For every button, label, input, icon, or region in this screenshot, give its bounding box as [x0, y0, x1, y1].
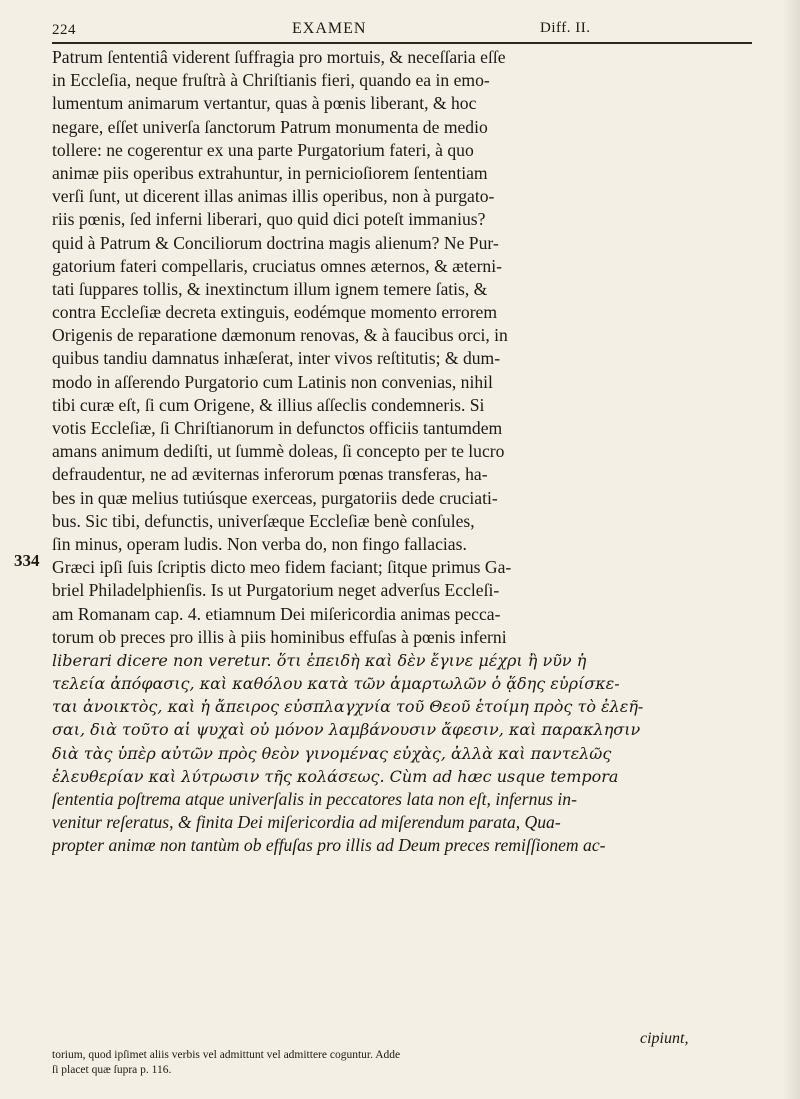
footnote-line: torium, quod ipſimet aliis verbis vel admittunt vel admittere coguntur. Adde — [52, 1049, 401, 1061]
greek-line: liberari dicere non veretur. ὅτι ἐπειδὴ καὶ δὲν ἔγινε μέχρι ἢ νῦν ἡ — [52, 650, 587, 670]
text-line: modo in aſſerendo Purgatorio cum Latinis non convenias, nihil — [52, 371, 493, 392]
text-line: riis pœnis, ſed inferni liberari, quo quid dici poteſt immanius? — [52, 209, 486, 230]
text-line: briel Philadelphienſis. Is ut Purgatorium neget adverſus Eccleſi- — [52, 580, 500, 601]
page-number: 224 — [52, 22, 76, 38]
text-line: tollere: ne cogerentur ex una parte Purgatorium fateri, à quo — [52, 139, 474, 160]
catchword: cipiunt, — [640, 1030, 689, 1047]
text-line: in Eccleſia, neque fruſtrà à Chriſtianis fieri, quando ea in emo- — [52, 70, 490, 91]
text-line: torum ob preces pro illis à piis hominibus effuſas à pœnis inferni — [52, 626, 507, 647]
text-line: tibi curæ eſt, ſi cum Origene, & illius aſſeclis condemneris. Si — [52, 394, 485, 415]
header-rule — [52, 42, 752, 44]
text-line: lumentum animarum vertantur, quas à pœnis liberant, & hoc — [52, 93, 477, 114]
text-line: negare, eſſet univerſa ſanctorum Patrum monumenta de medio — [52, 116, 488, 137]
text-line: Origenis de reparatione dæmonum renovas, & à faucibus orci, in — [52, 325, 508, 346]
text-line: gatorium fateri compellaris, cruciatus omnes æternos, & æterni- — [52, 255, 502, 276]
footnote — [52, 1048, 752, 1078]
text-line: bus. Sic tibi, defunctis, univerſæque Eccleſiæ benè conſules, — [52, 510, 475, 531]
margin-number: 334 — [14, 551, 40, 570]
greek-line: ἐλευθερίαν καὶ λύτρωσιν τῆς κολάσεως. Cùm ad hæc usque tempora — [52, 766, 619, 786]
running-header — [52, 20, 752, 42]
greek-line: τελεία ἀπόφασις, καὶ καθόλου κατὰ τῶν ἁμαρτωλῶν ὁ ᾅδης εὑρίσκε- — [52, 674, 620, 694]
text-line: quid à Patrum & Conciliorum doctrina magis alienum? Ne Pur- — [52, 232, 499, 253]
text-line: bes in quæ melius tutiúsque exerceas, purgatoriis dede cruciati- — [52, 487, 498, 508]
italic-line: venitur reſeratus, & finita Dei miſericordia ad miſerendum parata, Qua- — [52, 812, 561, 833]
text-line: tati ſuppares tollis, & inextinctum illum ignem temere ſatis, & — [52, 278, 488, 299]
footnote-line: ſi placet quæ ſupra p. 116. — [52, 1064, 172, 1076]
section-label: Diff. II. — [540, 20, 591, 36]
text-line: Græci ipſi ſuis ſcriptis dicto meo fidem faciant; ſitque primus Ga- — [52, 557, 512, 578]
running-title: EXAMEN — [292, 20, 367, 37]
main-text — [52, 46, 752, 858]
italic-line: propter animæ non tantùm ob effuſas pro illis ad Deum preces remiſſionem ac- — [52, 835, 606, 856]
text-line: contra Eccleſiæ decreta extinguis, eodémque momento errorem — [52, 302, 498, 323]
text-line: verſi ſunt, ut dicerent illas animas illis operibus, non à purgato- — [52, 186, 495, 207]
text-line: votis Eccleſiæ, ſi Chriſtianorum in defunctos officiis tantumdem — [52, 418, 503, 438]
page-edge-shadow — [782, 0, 800, 1099]
greek-line: διὰ τὰς ὑπὲρ αὐτῶν πρὸς θεὸν γινομένας εὐχὰς, ἀλλὰ καὶ παντελῶς — [52, 743, 612, 763]
greek-line: ται ἀνοικτὸς, καὶ ἡ ἄπειρος εὐσπλαγχνία τοῦ Θεοῦ ἑτοίμη πρὸς τὸ ἐλεῆ- — [52, 697, 644, 717]
text-line: Patrum ſententiâ viderent ſuffragia pro mortuis, & neceſſaria eſſe — [52, 47, 506, 67]
text-line: amans animum dediſti, ut ſummè doleas, ſi concepto per te lucro — [52, 441, 505, 462]
text-line: defraudentur, ne ad æviternas inferorum pœnas transferas, ha- — [52, 464, 488, 485]
italic-line: ſententia poſtrema atque univerſalis in peccatores lata non eſt, infernus in- — [52, 789, 577, 809]
text-line: quibus tandiu damnatus inhæſerat, inter vivos reſtitutis; & dum- — [52, 348, 501, 369]
text-line: ſin minus, operam ludis. Non verba do, non fingo fallacias. — [52, 533, 467, 554]
text-line: am Romanam cap. 4. etiamnum Dei miſericordia animas pecca- — [52, 603, 501, 624]
text-line: animæ piis operibus extrahuntur, in pernicioſiorem ſententiam — [52, 162, 488, 183]
greek-line: σαι, διὰ τοῦτο αἱ ψυχαὶ οὐ μόνον λαμβάνουσιν ἄφεσιν, καὶ παρακλησιν — [52, 720, 641, 740]
